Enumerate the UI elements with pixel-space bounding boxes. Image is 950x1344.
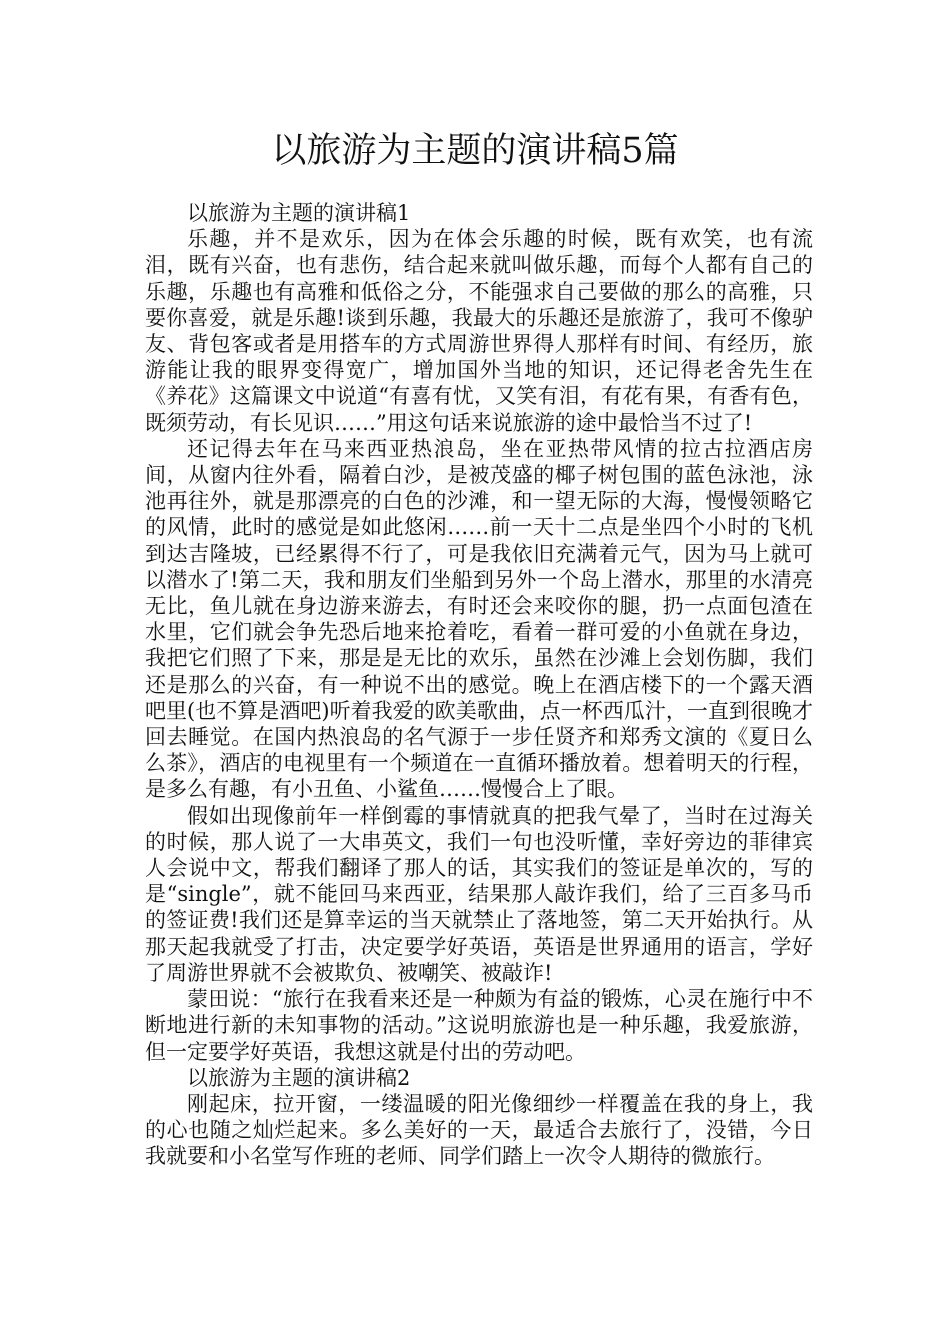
paragraph: 蒙田说：“旅行在我看来还是一种颇为有益的锻炼，心灵在施行中不断地进行新的未知事物的活动。”这说明旅游也是一种乐趣，我爱旅游，但一定要学好英语，我想这就是付出的劳动吧。 [145,987,813,1064]
section-heading-2: 以旅游为主题的演讲稿2 [187,1065,411,1090]
paragraph: 乐趣，并不是欢乐，因为在体会乐趣的时候，既有欢笑，也有流泪，既有兴奋，也有悲伤，结合起来就叫做乐趣，而每个人都有自己的乐趣，乐趣也有高雅和低俗之分，不能强求自己要做的那么的高雅，只要你喜爱，就是乐趣!谈到乐趣，我最大的乐趣还是旅游了，我可不像驴友、背包客或者是用搭车的方式周游世界得人那样有时间、有经历，旅游能让我的眼界变得宽广，增加国外当地的知识，还记得老舍先生在《养花》这篇课文中说道“有喜有忧，又笑有泪，有花有果，有香有色，既须劳动，有长见识……”用这句话来说旅游的途中最恰当不过了! [145,227,813,435]
page-title: 以旅游为主题的演讲稿5篇 [271,131,679,171]
paragraph: 假如出现像前年一样倒霉的事情就真的把我气晕了，当时在过海关的时候，那人说了一大串英文，我们一句也没听懂，幸好旁边的菲律宾人会说中文，帮我们翻译了那人的话，其实我们的签证是单次的，写的是“single”，就不能回马来西亚，结果那人敲诈我们，给了三百多马币的签证费!我们还是算幸运的当天就禁止了落地签，第二天开始执行。从那天起我就受了打击，决定要学好英语，英语是世界通用的语言，学好了周游世界就不会被欺负、被嘲笑、被敲诈! [145,803,813,985]
paragraph: 还记得去年在马来西亚热浪岛，坐在亚热带风情的拉古拉酒店房间，从窗内往外看，隔着白沙，是被茂盛的椰子树包围的蓝色泳池，泳池再往外，就是那漂亮的白色的沙滩，和一望无际的大海，慢慢领略它的风情，此时的感觉是如此悠闲……前一天十二点是坐四个小时的飞机到达吉隆坡，已经累得不行了，可是我依旧充满着元气，因为马上就可以潜水了!第二天，我和朋友们坐船到另外一个岛上潜水，那里的水清亮无比，鱼儿就在身边游来游去，有时还会来咬你的腿，扔一点面包渣在水里，它们就会争先恐后地来抢着吃，看着一群可爱的小鱼就在身边，我把它们照了下来，那是是无比的欢乐，虽然在沙滩上会划伤脚，我们还是那么的兴奋，有一种说不出的感觉。晚上在酒店楼下的一个露天酒吧里(也不算是酒吧)听着我爱的欧美歌曲，点一杯西瓜汁，一直到很晚才回去睡觉。在国内热浪岛的名气源于一步任贤齐和郑秀文演的《夏日么么茶》，酒店的电视里有一个频道在一直循环播放着。想着明天的行程，是多么有趣，有小丑鱼、小鲨鱼……慢慢合上了眼。 [145,436,813,802]
paragraph: 刚起床，拉开窗，一缕温暖的阳光像细纱一样覆盖在我的身上，我的心也随之灿烂起来。多么美好的一天，最适合去旅行了，没错，今日我就要和小名堂写作班的老师、同学们踏上一次令人期待的微旅行。 [145,1091,813,1169]
section-heading-1: 以旅游为主题的演讲稿1 [187,201,411,225]
document-body [145,200,813,1170]
